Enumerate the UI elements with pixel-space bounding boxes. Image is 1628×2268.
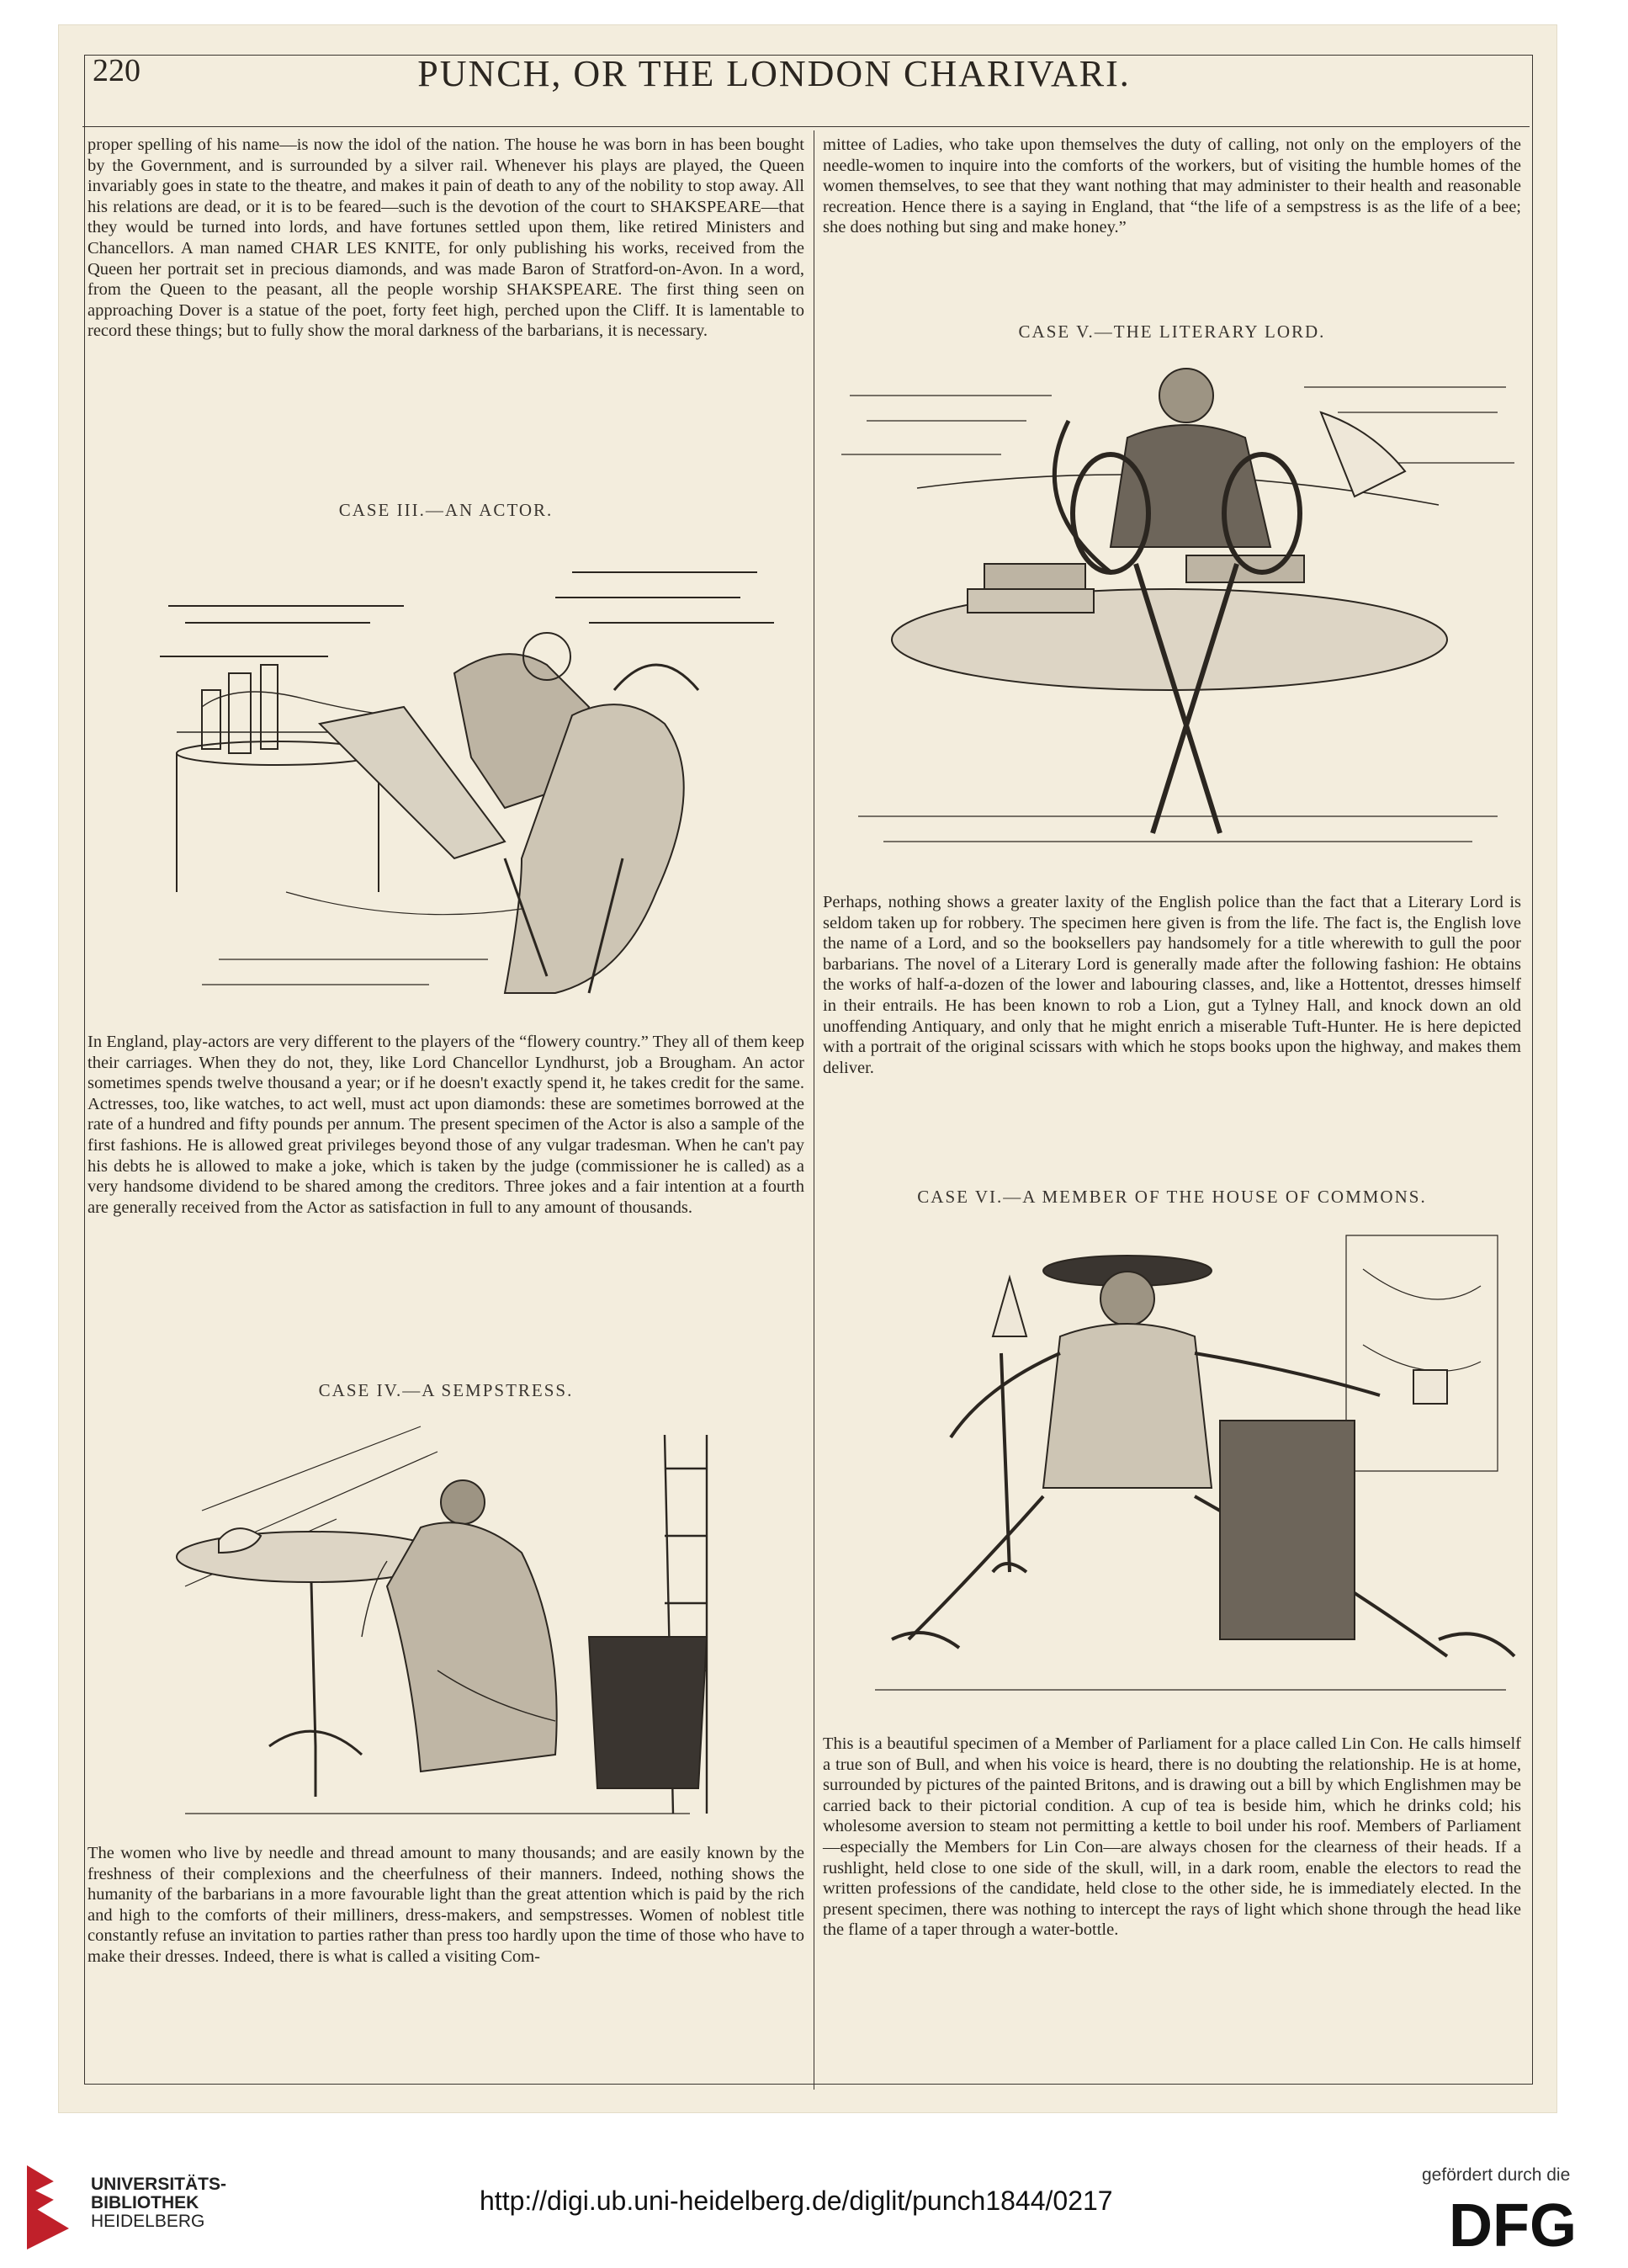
right-paragraph-2: Perhaps, nothing shows a greater laxity of the English police than the fact that a Literary Lord is seldom taken up for robbery. The specimen here given is from the life. The fact is, the English love the name of a Lord, and so the booksellers pay handsomely for a title wherewith to gull the poor barbarians. The novel of a Literary Lord is generally made after the following fashion: He obtains the works of half-a-dozen of the lower and labouring classes, and, like a Hottentot, dresses himself in their entrails. He has been known to rob a Lion, gut a Tylney Hall, and knock down an old unoffending Antiquary, and only that he might enrich a miserable Tuft-Hunter. He is here depicted with a portrait of the original scissars with which he stops books upon the highway, and makes them deliver. (823, 893, 1521, 1077)
funder-text: DFG (1449, 2194, 1577, 2253)
funding-note: gefördert durch die (1422, 2165, 1571, 2185)
left-column-text-3 (87, 1843, 804, 1968)
library-line-3: HEIDELBERG (91, 2212, 205, 2231)
dfg-logo-icon (1449, 2194, 1609, 2253)
case-3-heading: CASE III.—AN ACTOR. (338, 500, 554, 520)
actor-illustration (151, 539, 791, 1010)
right-paragraph-1: mittee of Ladies, who take upon themselves the duty of calling, not only on the employers of the needle-women to inquire into the comforts of the workers, but of visiting the humble homes of the women themselves, to see that they want nothing that may administer to their health and reasonable recreation. Hence there is a saying in England, that “the life of a sempstress is as the life of a bee; she does nothing but sing and make honey.” (823, 135, 1521, 237)
library-name (91, 2175, 226, 2231)
sempstress-illustration (168, 1418, 715, 1822)
case-6-heading: CASE VI.—A MEMBER OF THE HOUSE OF COMMONS. (917, 1187, 1427, 1207)
left-column-text-1 (87, 135, 804, 342)
page-number: 220 (93, 53, 141, 88)
right-column-text-2 (823, 892, 1521, 1078)
left-paragraph-1: proper spelling of his name—is now the idol of the nation. The house he was born in has been bought by the Government, and is surrounded by a silver rail. Whenever his plays are played, the Queen invariably goes in state to the theatre, and makes it pain of death to any of the nobility to stop away. All his relations are dead, or it is to be feared—such is the devotion of the court to SHAKSPEARE—that they would be turned into lords, and have fortunes settled upon them, like retired Ministers and Chancellors. A man named CHAR LES KNITE, for only publishing his works, received from the Queen her portrait set in precious diamonds, and was made Baron of Stratford-on-Avon. In a word, from the Queen to the peasant, all the people worship SHAKSPEARE. The first thing seen on approaching Dover is a statue of the poet, forty feet high, perched upon the Cliff. It is lamentable to record these things; but to fully show the moral darkness of the barbarians, it is necessary. (87, 135, 804, 341)
digitization-footer (0, 2142, 1628, 2268)
left-paragraph-2: In England, play-actors are very different to the players of the “flowery country.” They all of them keep their carriages. When they do not, they, like Lord Chancellor Lyndhurst, job a Brougham. An actor sometimes spends twelve thousand a year; or if he doesn't exactly spend it, he takes credit for the same. Actresses, too, like watches, to act well, must act upon diamonds: these are sometimes borrowed at the rate of a hundred and fifty pounds per annum. The present specimen of the Actor is also a sample of the first fashions. He is allowed great privileges beyond those of any vulgar tradesman. When he can't pay his debts he is allowed to make a joke, which is taken by the judge (commissioner he is called) as a very handsome dividend to be shared among the creditors. Three jokes and a fair intention at a fourth are generally received from the Actor as satisfaction in full to any amount of thousands. (87, 1033, 804, 1217)
masthead: PUNCH, OR THE LONDON CHARIVARI. (417, 53, 1131, 94)
library-logo-icon (19, 2157, 77, 2249)
source-url-link[interactable]: http://digi.ub.uni-heidelberg.de/diglit/punch1844/0217 (480, 2186, 1113, 2216)
library-line-1: UNIVERSITÄTS- (91, 2175, 227, 2194)
member-of-commons-illustration (858, 1219, 1523, 1715)
header-rule (82, 126, 1530, 127)
right-column-text-1 (823, 135, 1521, 238)
case-5-heading: CASE V.—THE LITERARY LORD. (1018, 321, 1326, 342)
right-paragraph-3: This is a beautiful specimen of a Member of Parliament for a place called Lin Con. He calls himself a true son of Bull, and when his voice is heard, there is no doubting the relationship. He is at home, surrounded by pictures of the painted Britons, and is drawing out a bill by which Englishmen may be carried back to their pictorial condition. A cup of tea is beside him, which he drinks cold; his wholesome aversion to steam not permitting a kettle to boil under his roof. Members of Parliament—especially the Members for Lin Con—are always chosen for the clearness of their heads. If a rushlight, held close to one side of the skull, will, in a dark room, enable the electors to read the written professions of the candidate, held close to the other side, he is immediately elected. In the present specimen, there was nothing to intercept the rays of light which shone through the head like the flame of a taper through a water-bottle. (823, 1734, 1521, 1940)
left-column-text-2 (87, 1032, 804, 1218)
case-4-heading: CASE IV.—A SEMPSTRESS. (318, 1380, 574, 1400)
left-paragraph-3: The women who live by needle and thread amount to many thousands; and are easily known by the freshness of their complexions and the cheerfulness of their manners. Indeed, nothing shows the humanity of the barbarians in a more favourable light than the great attention which is paid by the rich and high to the comforts of their milliners, dress-makers, and sempstresses. Women of noblest title constantly refuse an invitation to parties rather than press too hardly upon the time of those who have to make their dresses. Indeed, there is what is called a visiting Com- (87, 1844, 804, 1966)
page-header (50, 52, 1481, 120)
library-line-2: BIBLIOTHEK (91, 2193, 199, 2212)
right-column-text-3 (823, 1734, 1521, 1941)
literary-lord-illustration (833, 362, 1523, 867)
